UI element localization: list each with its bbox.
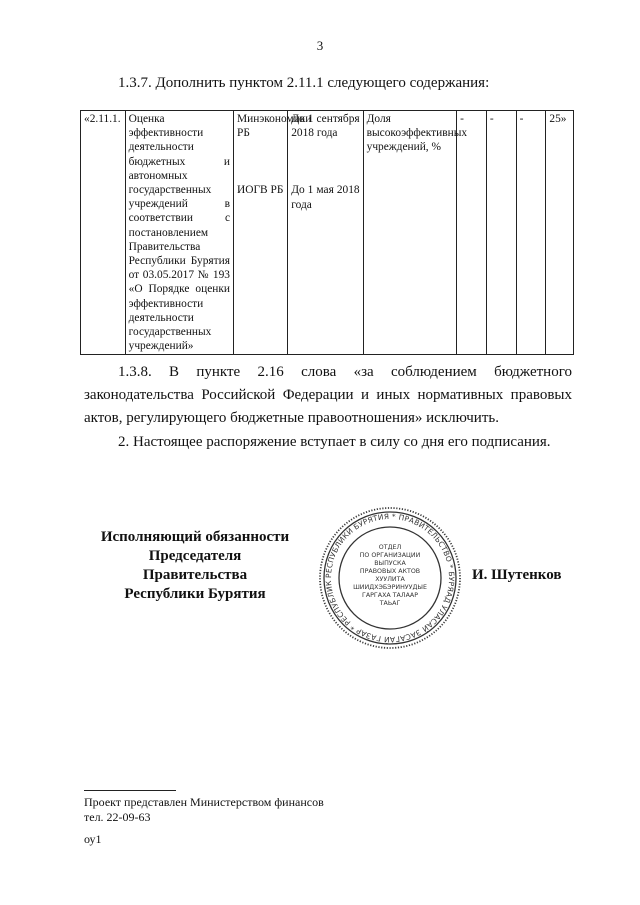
row-number: «2.11.1. bbox=[81, 111, 126, 355]
seal-line: ГАРГАХА ТАЛААР bbox=[361, 592, 419, 599]
measure-cell: Доля высокоэффективных учреждений, % bbox=[363, 111, 457, 355]
seal-line: ХУУЛИТА bbox=[375, 576, 405, 583]
signatory-name: И. Шутенков bbox=[472, 567, 562, 583]
footer-divider bbox=[84, 790, 176, 791]
position-line-2: Председателя Правительства bbox=[142, 548, 248, 583]
deadline-cell bbox=[288, 111, 363, 355]
signatory-position bbox=[100, 528, 290, 604]
section-1-3-7: 1.3.7. Дополнить пунктом 2.11.1 следующего содержания: bbox=[118, 75, 490, 91]
page-number: 3 bbox=[316, 38, 324, 53]
position-line-3: Республики Бурятия bbox=[124, 586, 266, 602]
responsible-cell bbox=[234, 111, 312, 355]
seal-line: ОТДЕЛ bbox=[378, 544, 402, 551]
footer-code: оу1 bbox=[84, 832, 102, 846]
responsible-2: ИОГВ РБ bbox=[237, 184, 284, 197]
value-cell-1: - bbox=[457, 111, 487, 355]
position-line-1: Исполняющий обязанности bbox=[100, 529, 290, 545]
value-cell-3: - bbox=[516, 111, 546, 355]
value-cell-4: 25» bbox=[546, 111, 574, 355]
indicator-cell: Оценка эффективности деятельности бюджетных и автономных государственных учреждений в соответствии с постановлением Правительства Республики Бурятия от 03.05.2017 № 193 «О Порядке оценки эффективности деятельности государственных учреждений» bbox=[125, 111, 233, 355]
table-row bbox=[81, 111, 574, 355]
seal-line: ТАЬАГ bbox=[379, 600, 401, 607]
indicator-table bbox=[80, 110, 574, 355]
seal-line: ПРАВОВЫХ АКТОВ bbox=[359, 568, 421, 575]
responsible-1: Минэкономики РБ bbox=[237, 113, 312, 140]
seal-line: ВЫПУСКА bbox=[374, 560, 406, 567]
seal-outer-text: РЕСПУБЛИКИ БУРЯТИЯ * ПРАВИТЕЛЬСТВО * БУРЯАД УЛАСАЙ ЗАСАГАЙ ГАЗАР * РЕСПУБЛИК bbox=[323, 511, 457, 645]
footer-prepared-by: Проект представлен Министерством финансов bbox=[84, 795, 324, 809]
seal-line: ШИИДХЭБЭРИНУУДЫЕ bbox=[353, 584, 427, 591]
value-cell-2: - bbox=[486, 111, 516, 355]
deadline-2: До 1 мая 2018 года bbox=[291, 184, 360, 211]
section-1-3-8: 1.3.8. В пункте 2.16 слова «за соблюдением бюджетного законодательства Российской Федерации и иных нормативных правовых актов, регулирующего бюджетные правоотношения» исключить. bbox=[84, 364, 572, 426]
footer-phone: тел. 22-09-63 bbox=[84, 810, 151, 824]
official-seal bbox=[318, 506, 462, 655]
deadline-1: До 1 сентября 2018 года bbox=[291, 113, 360, 140]
section-2: 2. Настоящее распоряжение вступает в силу со дня его подписания. bbox=[118, 434, 551, 450]
seal-line: ПО ОРГАНИЗАЦИИ bbox=[359, 552, 421, 559]
